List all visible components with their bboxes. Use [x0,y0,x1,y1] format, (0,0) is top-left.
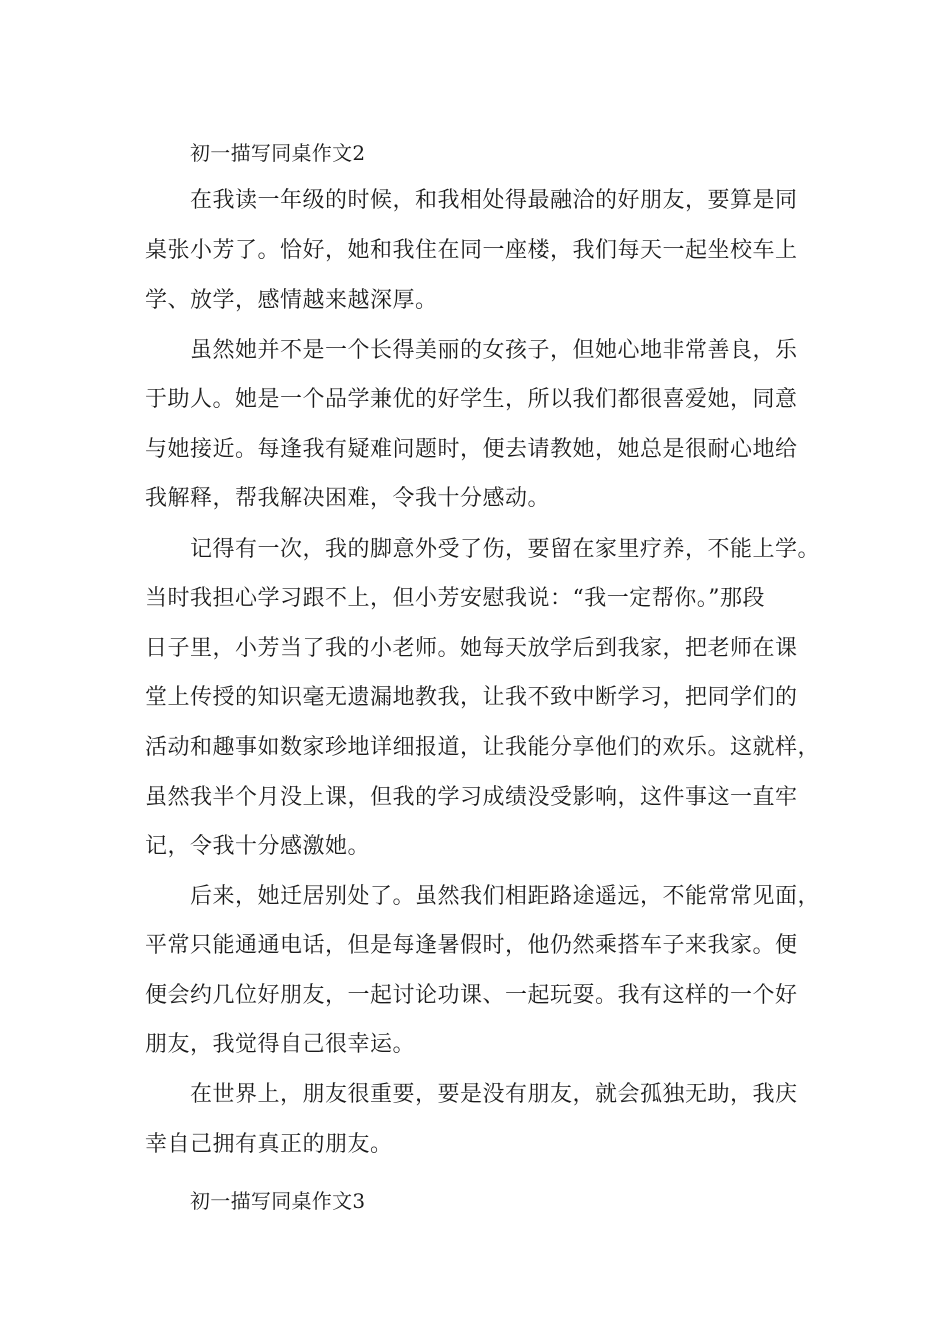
paragraph-3-line-1: 记得有一次，我的脚意外受了伤，要留在家里疗养，不能上学。 [190,537,821,562]
paragraph-2-line-1: 虽然她并不是一个长得美丽的女孩子，但她心地非常善良，乐 [190,338,798,363]
paragraph-5-line-1: 在世界上，朋友很重要，要是没有朋友，就会孤独无助，我庆 [190,1082,798,1107]
section-heading-2: 初一描写同桌作文2 [190,141,366,165]
paragraph-4-line-2: 平常只能通通电话，但是每逢暑假时，他仍然乘搭车子来我家。便 [145,933,798,958]
section-heading-3: 初一描写同桌作文3 [190,1189,366,1213]
paragraph-4-line-1: 后来，她迁居别处了。虽然我们相距路途遥远，不能常常见面， [190,884,821,909]
paragraph-1-line-1: 在我读一年级的时候，和我相处得最融洽的好朋友，要算是同 [190,188,798,213]
paragraph-5-line-2: 幸自己拥有真正的朋友。 [145,1132,393,1157]
paragraph-1-line-2: 桌张小芳了。恰好，她和我住在同一座楼，我们每天一起坐校车上 [145,238,798,263]
paragraph-3-line-2: 当时我担心学习跟不上，但小芳安慰我说：“我一定帮你。”那段 [145,586,765,611]
paragraph-3-line-3: 日子里，小芳当了我的小老师。她每天放学后到我家，把老师在课 [145,636,798,661]
paragraph-3-line-7: 记，令我十分感激她。 [145,834,371,859]
paragraph-4-line-4: 朋友，我觉得自己很幸运。 [145,1032,416,1057]
paragraph-3-line-5: 活动和趣事如数家珍地详细报道，让我能分享他们的欢乐。这就样， [145,735,821,760]
paragraph-3-line-4: 堂上传授的知识毫无遗漏地教我，让我不致中断学习，把同学们的 [145,685,798,710]
paragraph-1-line-3: 学、放学，感情越来越深厚。 [145,288,438,313]
paragraph-3-line-6: 虽然我半个月没上课，但我的学习成绩没受影响，这件事这一直牢 [145,785,798,810]
paragraph-4-line-3: 便会约几位好朋友，一起讨论功课、一起玩耍。我有这样的一个好 [145,983,798,1008]
paragraph-2-line-2: 于助人。她是一个品学兼优的好学生，所以我们都很喜爱她，同意 [145,387,798,412]
paragraph-2-line-3: 与她接近。每逢我有疑难问题时，便去请教她，她总是很耐心地给 [145,437,798,462]
paragraph-2-line-4: 我解释，帮我解决困难，令我十分感动。 [145,486,551,511]
